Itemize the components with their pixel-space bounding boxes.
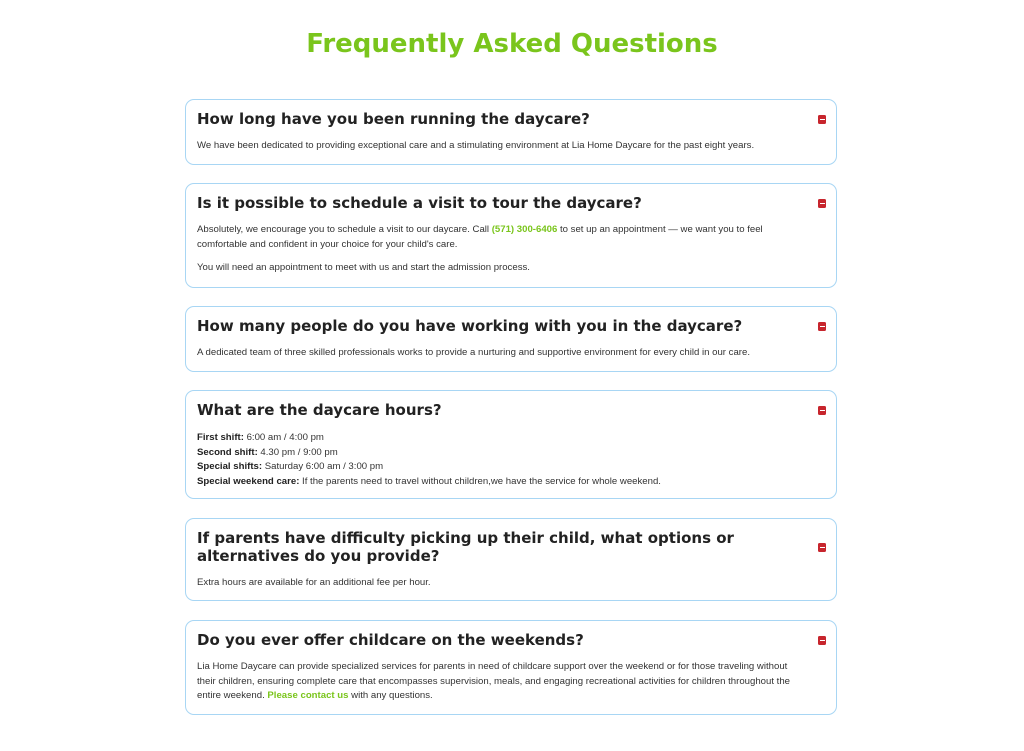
collapse-icon[interactable] — [818, 199, 826, 208]
faq-answer-text: You will need an appointment to meet with us and start the admission process. — [197, 262, 530, 273]
faq-question-line: alternatives do you provide? — [197, 547, 440, 565]
faq-answer — [197, 223, 808, 276]
faq-answer-text: Extra hours are available for an additional fee per hour. — [197, 577, 431, 588]
hours-label: Second shift: — [197, 446, 258, 458]
hours-label: First shift: — [197, 432, 244, 443]
faq-question[interactable]: Is it possible to schedule a visit to tour the daycare? — [197, 194, 642, 212]
hours-line — [197, 475, 808, 490]
phone-number[interactable]: (571) 300-6406 — [491, 224, 558, 235]
hours-value: If the parents need to travel without children,we have the service for whole weekend. — [299, 475, 661, 487]
collapse-icon[interactable] — [818, 322, 826, 331]
faq-item-schedule-visit — [185, 183, 837, 288]
hours-label: Special weekend care: — [197, 475, 300, 487]
faq-answer — [197, 346, 808, 361]
hours-label: Special shifts: — [197, 461, 263, 472]
faq-answer — [197, 576, 808, 591]
answer-text: with any questions. — [348, 690, 433, 701]
hours-value: Saturday 6:00 am / 3:00 pm — [262, 461, 384, 472]
faq-item-daycare-hours — [185, 390, 837, 499]
faq-item-weekend-care — [185, 620, 837, 715]
hours-value: 4.30 pm / 9:00 pm — [257, 446, 338, 458]
hours-line — [197, 431, 808, 446]
faq-question[interactable]: Do you ever offer childcare on the weekends? — [197, 631, 584, 649]
answer-text: to set up an appointment — we want you to feel comfortable and confident in your choice for your child's care. — [197, 224, 763, 250]
faq-question[interactable]: How long have you been running the daycare? — [197, 110, 590, 128]
faq-question[interactable] — [197, 529, 796, 565]
faq-answer — [197, 431, 808, 489]
faq-answer-text — [197, 223, 808, 252]
faq-answer-text — [197, 660, 808, 704]
contact-us-link[interactable]: Please contact us — [267, 690, 349, 701]
answer-text: Lia Home Daycare can provide specialized services for parents in need of childcare support over the weekend or for those traveling without their children, ensuring complete care that encompasses supervision, meals, and engaging recreational activities for children throughout the entire weekend. — [197, 661, 791, 701]
faq-answer-text: A dedicated team of three skilled professionals works to provide a nurturing and supportive environment for every child in our care. — [197, 347, 750, 358]
faq-question[interactable]: How many people do you have working with you in the daycare? — [197, 317, 743, 335]
answer-text: Absolutely, we encourage you to schedule a visit to our daycare. Call — [197, 224, 492, 235]
hours-value: 6:00 am / 4:00 pm — [243, 432, 324, 443]
collapse-icon[interactable] — [818, 543, 826, 552]
collapse-icon[interactable] — [818, 406, 826, 415]
faq-answer-text: We have been dedicated to providing exceptional care and a stimulating environment at Lia Home Daycare for the past eight years. — [197, 140, 755, 151]
faq-answer — [197, 660, 808, 704]
hours-line — [197, 446, 808, 461]
faq-item-running-duration — [185, 99, 837, 165]
faq-answer — [197, 139, 808, 154]
collapse-icon[interactable] — [818, 115, 826, 124]
hours-line — [197, 460, 808, 475]
page-title: Frequently Asked Questions — [306, 29, 718, 59]
collapse-icon[interactable] — [818, 636, 826, 645]
faq-item-staff-count — [185, 306, 837, 372]
faq-question[interactable]: What are the daycare hours? — [197, 401, 442, 419]
faq-question-line: If parents have difficulty picking up their child, what options or — [197, 529, 734, 547]
faq-item-pickup-alternatives — [185, 518, 837, 601]
